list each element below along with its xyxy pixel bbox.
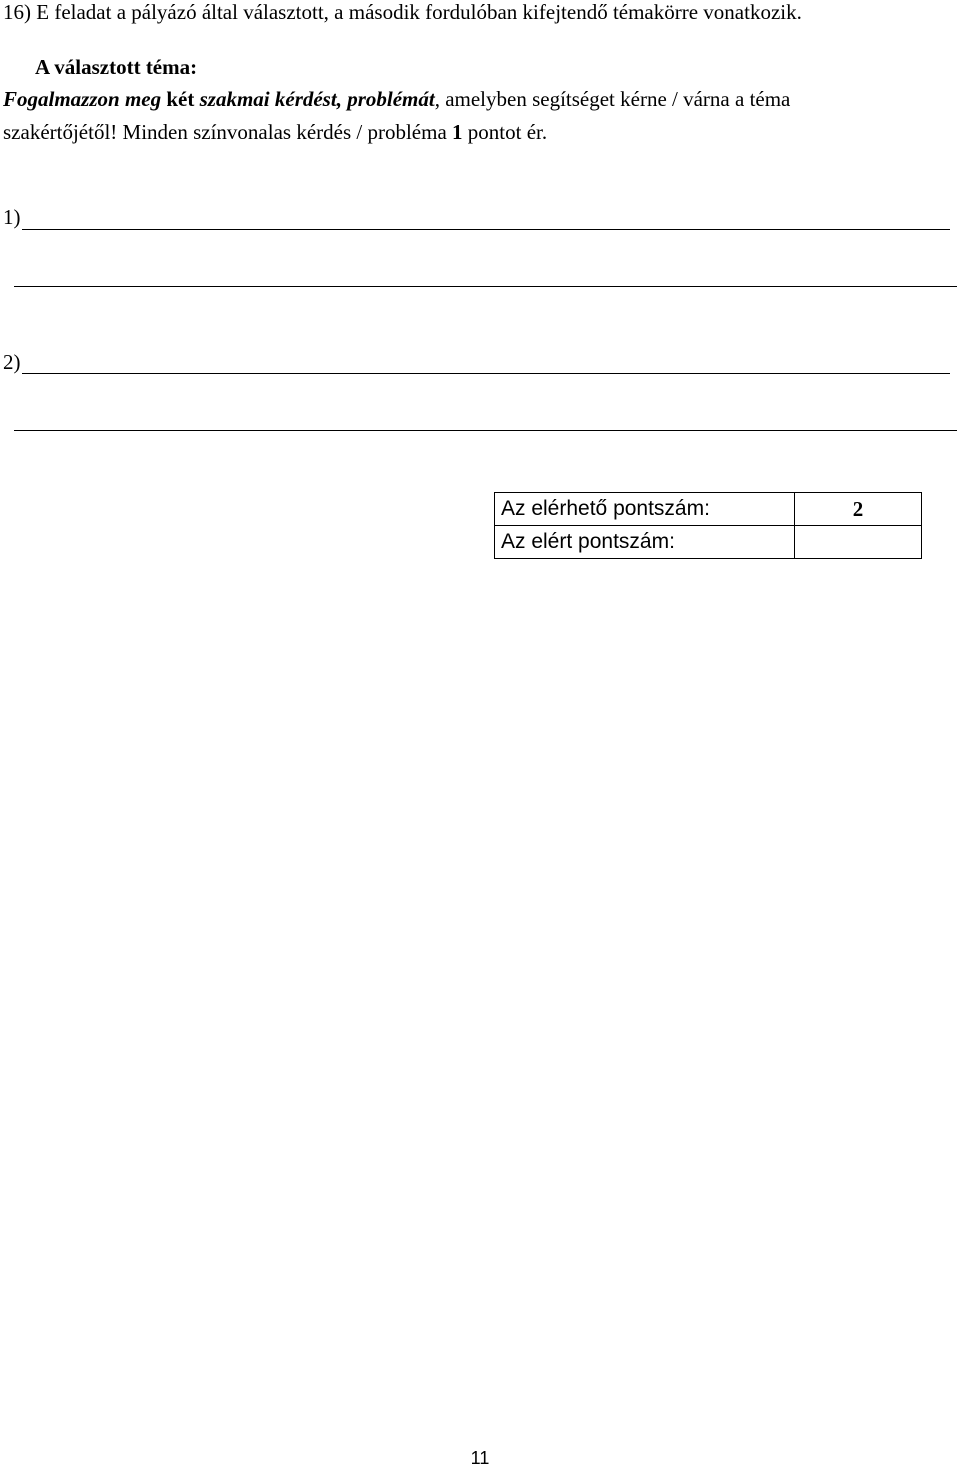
instruction-line2-text: szakértőjétől! Minden színvonalas kérdés / probléma [3, 120, 453, 144]
instruction-verb: Fogalmazzon meg [3, 87, 162, 111]
answer-line-2b[interactable] [14, 430, 957, 431]
instruction-points: 1 [452, 120, 463, 144]
instruction-rest: , amelyben segítséget kérne / várna a téma [434, 87, 791, 111]
topic-label: A választott téma: [35, 55, 198, 79]
score-row-achieved [495, 526, 922, 559]
answer-number-1: 1) [3, 205, 21, 229]
answer-line-1a[interactable] [22, 229, 950, 230]
instruction-object: szakmai kérdést, problémát [199, 87, 435, 111]
page-number: 11 [470, 1448, 490, 1468]
question-header: 16) E feladat a pályázó által választott, a második fordulóban kifejtendő témakörre vonatkozik. [3, 0, 802, 24]
score-table [494, 492, 922, 559]
answer-number-2: 2) [3, 350, 21, 374]
instruction-line-2 [3, 120, 547, 144]
instruction-line-1 [3, 87, 790, 111]
instruction-count: két [161, 87, 200, 111]
instruction-line2-end: pontot ér. [462, 120, 548, 144]
answer-line-1b[interactable] [14, 286, 957, 287]
score-row-available [495, 493, 922, 526]
available-points-value: 2 [795, 493, 922, 526]
available-points-label: Az elérhető pontszám: [495, 493, 795, 526]
achieved-points-label: Az elért pontszám: [495, 526, 795, 559]
achieved-points-value[interactable] [795, 526, 922, 559]
answer-line-2a[interactable] [22, 373, 950, 374]
